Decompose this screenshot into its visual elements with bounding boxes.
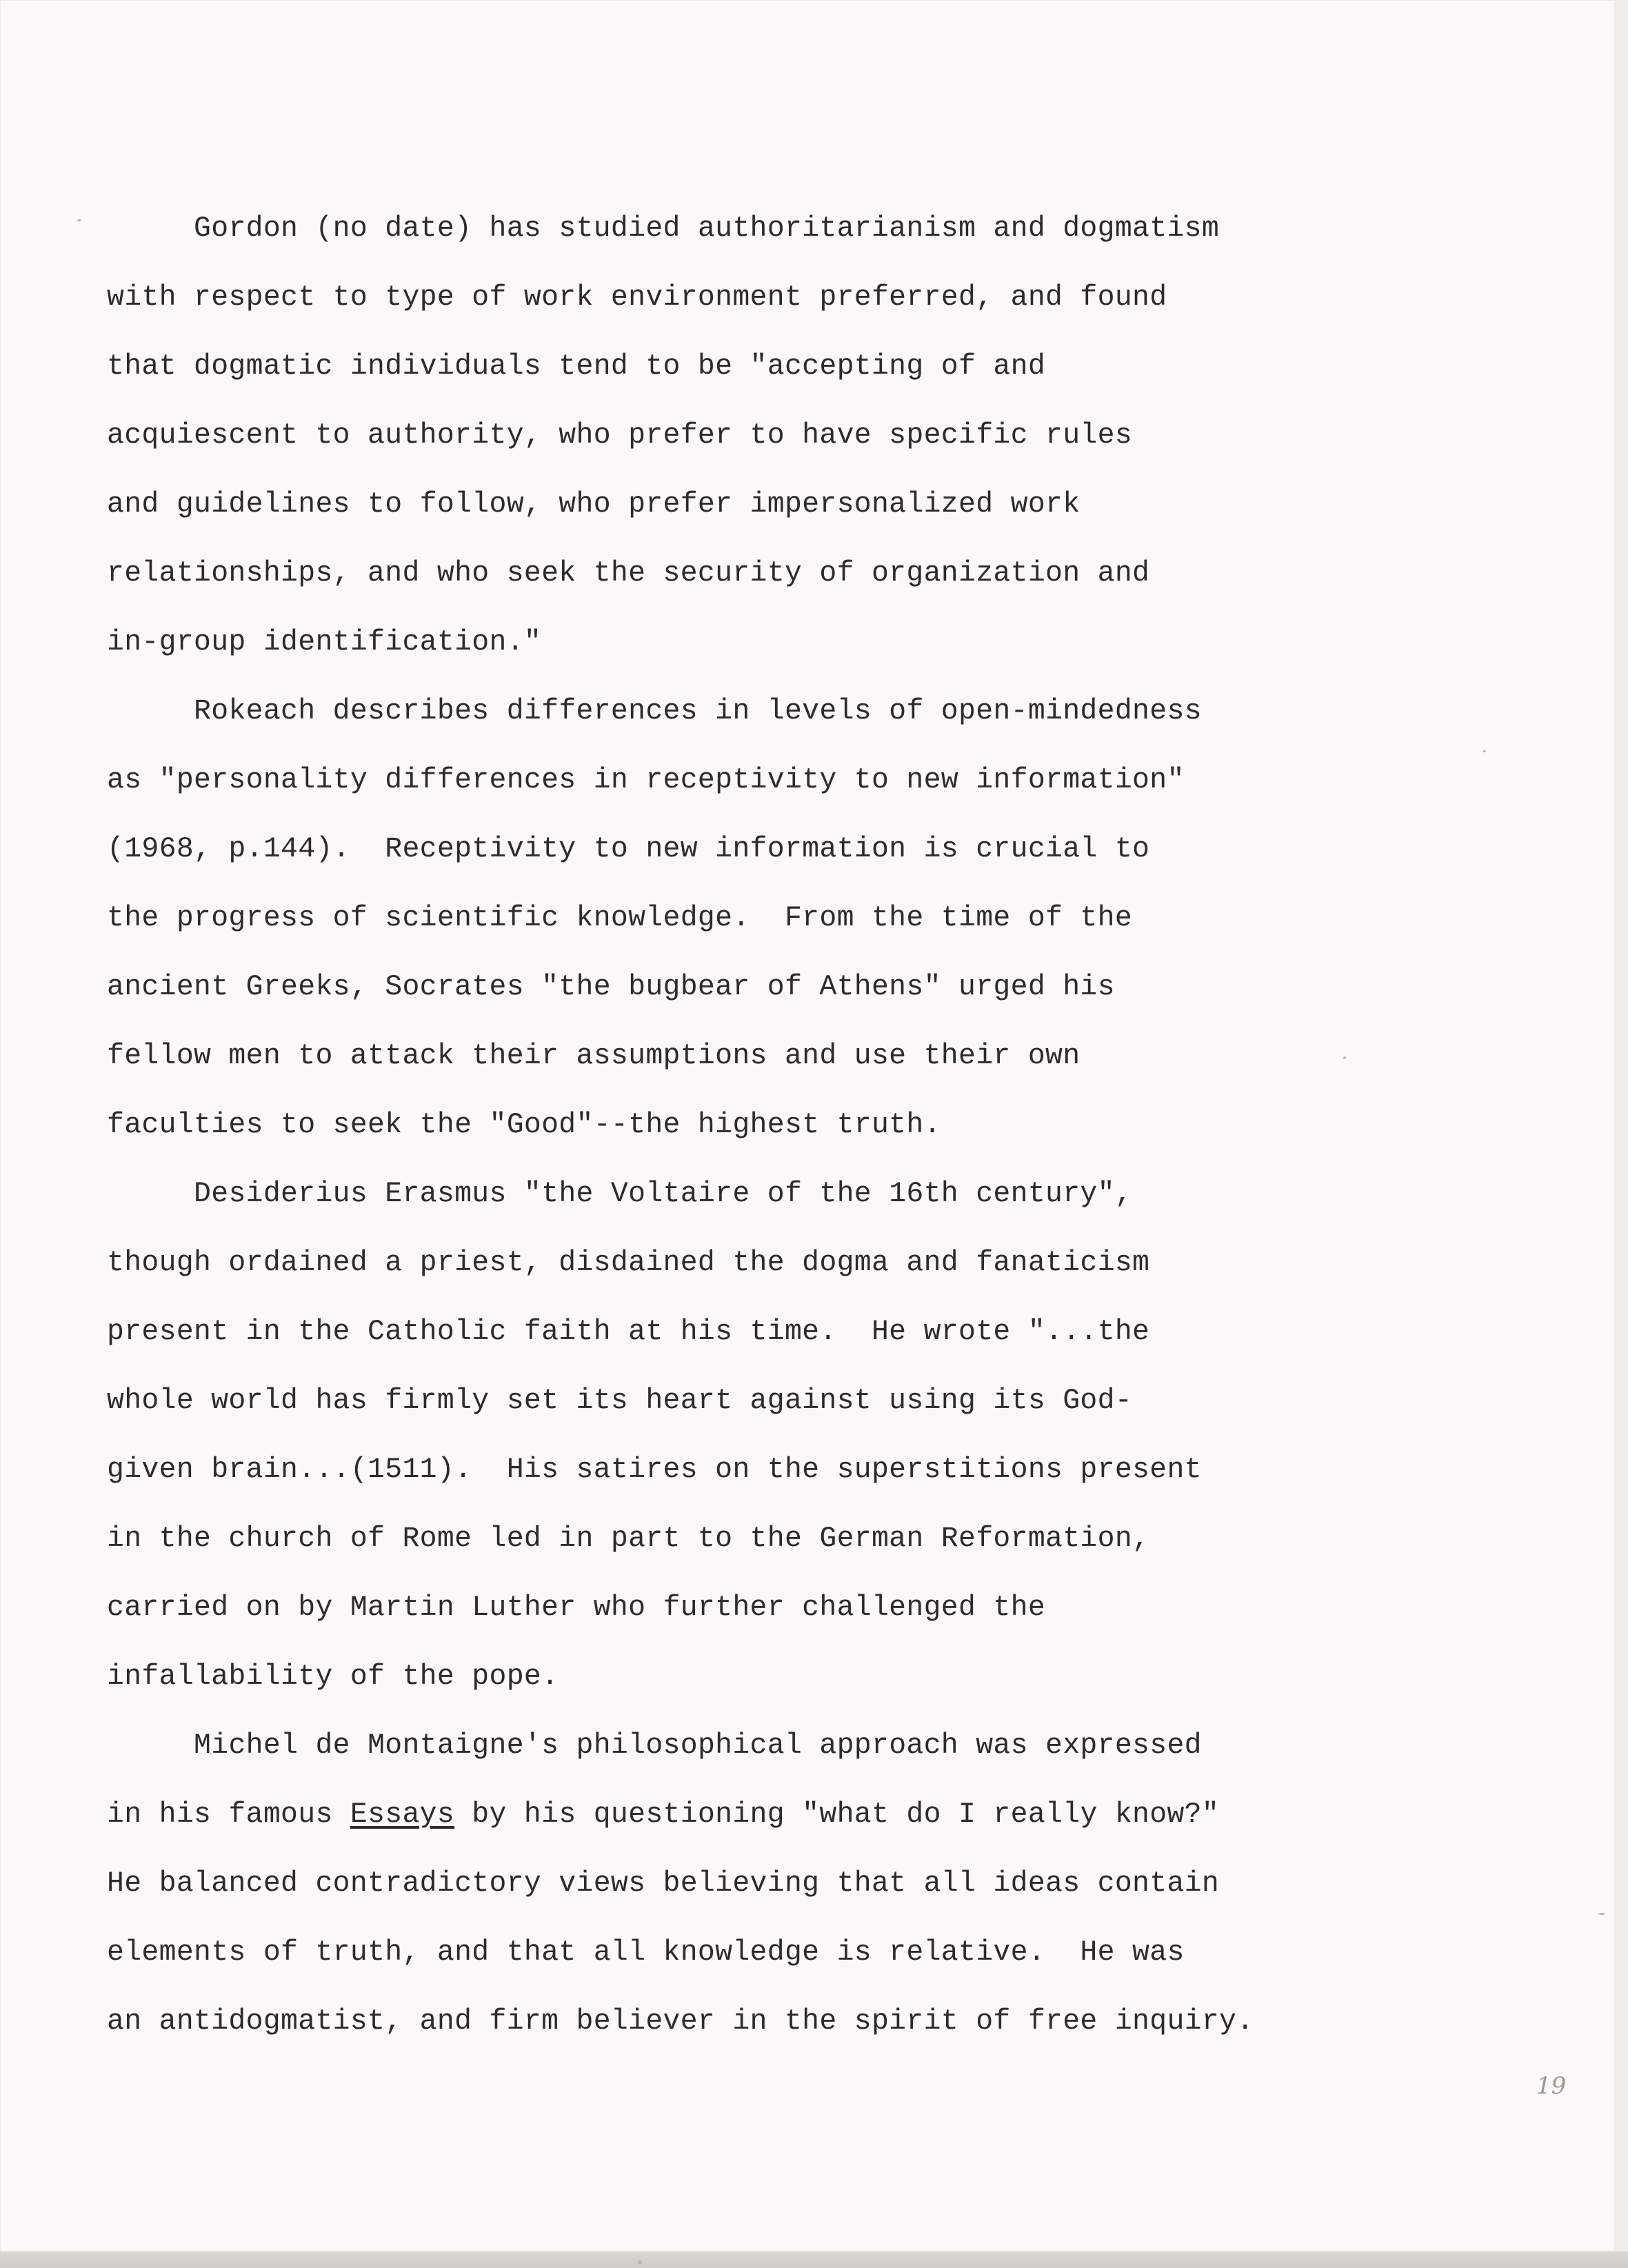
text-line: though ordained a priest, disdained the dogma and fanaticism xyxy=(107,1247,1150,1279)
text-line: carried on by Martin Luther who further challenged the xyxy=(107,1592,1046,1624)
text-line: Michel de Montaigne's philosophical approach was expressed xyxy=(107,1729,1202,1762)
text-line: He balanced contradictory views believing that all ideas contain xyxy=(107,1867,1220,1900)
text-span: by his questioning "what do I really know?" xyxy=(454,1798,1220,1831)
text-line: (1968, p.144). Receptivity to new information is crucial to xyxy=(107,833,1150,865)
text-line: acquiescent to authority, who prefer to have specific rules xyxy=(107,419,1133,452)
text-line: Rokeach describes differences in levels of open-mindedness xyxy=(107,695,1202,727)
text-line: Gordon (no date) has studied authoritarianism and dogmatism xyxy=(107,212,1220,245)
typed-text-body xyxy=(107,194,1500,2056)
paper-speck xyxy=(77,219,81,221)
page-number: 19 xyxy=(1536,2072,1567,2100)
text-line: ancient Greeks, Socrates "the bugbear of Athens" urged his xyxy=(107,971,1115,1003)
text-line: fellow men to attack their assumptions and use their own xyxy=(107,1040,1081,1072)
page-edge-shadow xyxy=(1615,0,1628,2268)
paper-speck xyxy=(1598,1913,1605,1915)
text-line: that dogmatic individuals tend to be "accepting of and xyxy=(107,350,1046,383)
text-line: in the church of Rome led in part to the German Reformation, xyxy=(107,1523,1150,1555)
text-line: in-group identification." xyxy=(107,626,542,659)
text-line: elements of truth, and that all knowledge is relative. He was xyxy=(107,1936,1185,1969)
text-line: faculties to seek the "Good"--the highest truth. xyxy=(107,1109,941,1141)
text-line: Desiderius Erasmus "the Voltaire of the 16th century", xyxy=(107,1178,1133,1210)
essays-title: Essays xyxy=(350,1798,455,1831)
paper-speck xyxy=(638,2260,642,2265)
text-line: infallability of the pope. xyxy=(107,1660,559,1693)
text-line: given brain...(1511). His satires on the superstitions present xyxy=(107,1454,1202,1486)
text-line: with respect to type of work environment preferred, and found xyxy=(107,281,1167,314)
text-line: and guidelines to follow, who prefer impersonalized work xyxy=(107,488,1081,521)
scan-bottom-edge xyxy=(0,2251,1628,2268)
text-line-montaigne xyxy=(107,1780,1500,1849)
text-line: whole world has firmly set its heart against using its God- xyxy=(107,1385,1133,1417)
text-line: an antidogmatist, and firm believer in the spirit of free inquiry. xyxy=(107,2005,1254,2038)
text-line: as "personality differences in receptivity to new information" xyxy=(107,764,1185,796)
text-line: relationships, and who seek the security of organization and xyxy=(107,557,1150,590)
text-line: the progress of scientific knowledge. From the time of the xyxy=(107,902,1133,934)
text-span: in his famous xyxy=(107,1798,350,1831)
text-line: present in the Catholic faith at his time. He wrote "...the xyxy=(107,1316,1150,1348)
